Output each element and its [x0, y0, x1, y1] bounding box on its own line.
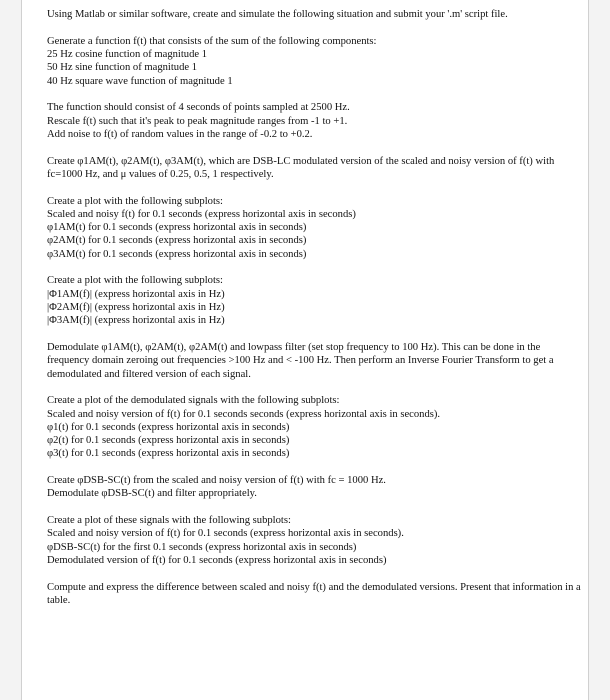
plot1-paragraph — [47, 195, 582, 261]
generate-line: Generate a function f(t) that consists of the sum of the following components: — [47, 35, 377, 47]
intro-text: Using Matlab or similar software, create and simulate the following situation and submit your '.m' script file. — [47, 9, 508, 20]
plot1-line: φ1AM(t) for 0.1 seconds (express horizontal axis in seconds) — [47, 222, 307, 234]
plot3-line: Scaled and noisy version of f(t) for 0.1 seconds seconds (express horizontal axis in seconds). — [47, 408, 441, 420]
intro-paragraph — [47, 8, 582, 21]
spec-line: The function should consist of 4 seconds of points sampled at 2500 Hz. — [47, 102, 350, 114]
plot4-line: Create a plot of these signals with the following subplots: — [47, 515, 291, 527]
plot3-line: φ1(t) for 0.1 seconds (express horizontal axis in seconds) — [47, 421, 290, 433]
generate-line: 40 Hz square wave function of magnitude 1 — [47, 75, 233, 87]
document-page — [21, 0, 589, 700]
plot2-line: Create a plot with the following subplots: — [47, 275, 223, 287]
dsb-sc-line: Demodulate φDSB-SC(t) and filter appropriately. — [47, 488, 257, 500]
plot2-line: |Φ1AM(f)| (express horizontal axis in Hz) — [47, 288, 225, 300]
plot1-line: φ3AM(t) for 0.1 seconds (express horizontal axis in seconds) — [47, 248, 307, 260]
generate-line: 50 Hz sine function of magnitude 1 — [47, 62, 198, 74]
document-body — [47, 8, 582, 621]
create-am-text: Create φ1AM(t), φ2AM(t), φ3AM(t), which are DSB-LC modulated version of the scaled and noisy version of f(t) with fc=1000 Hz, and μ values of 0.25, 0.5, 1 respectively. — [47, 155, 555, 180]
spec-line: Rescale f(t) such that it's peak to peak magnitude ranges from -1 to +1. — [47, 115, 348, 127]
generate-paragraph — [47, 35, 582, 88]
plot4-paragraph — [47, 514, 582, 567]
dsb-sc-line: Create φDSB-SC(t) from the scaled and noisy version of f(t) with fc = 1000 Hz. — [47, 475, 386, 487]
plot3-paragraph — [47, 394, 582, 460]
plot2-line: |Φ3AM(f)| (express horizontal axis in Hz) — [47, 315, 225, 327]
demodulate-text: Demodulate φ1AM(t), φ2AM(t), φ2AM(t) and lowpass filter (set stop frequency to 100 Hz). This can be done in the frequency domain zeroing out frequencies >100 Hz and < -100 Hz. Then perform an Inverse Fourier Transform to get a demodulated and filtered version of each signal. — [47, 341, 554, 380]
plot1-line: Create a plot with the following subplots: — [47, 195, 223, 207]
plot3-line: φ2(t) for 0.1 seconds (express horizontal axis in seconds) — [47, 435, 290, 447]
generate-line: 25 Hz cosine function of magnitude 1 — [47, 48, 208, 60]
compare-paragraph — [47, 581, 582, 608]
plot4-line: φDSB-SC(t) for the first 0.1 seconds (express horizontal axis in seconds) — [47, 541, 357, 553]
plot4-line: Demodulated version of f(t) for 0.1 seconds (express horizontal axis in seconds) — [47, 555, 387, 567]
spec-line: Add noise to f(t) of random values in the range of -0.2 to +0.2. — [47, 128, 313, 140]
function-spec-paragraph — [47, 101, 582, 141]
plot1-line: Scaled and noisy f(t) for 0.1 seconds (express horizontal axis in seconds) — [47, 208, 356, 220]
demodulate-paragraph — [47, 341, 582, 381]
plot2-paragraph — [47, 274, 582, 327]
dsb-sc-paragraph — [47, 474, 582, 501]
plot1-line: φ2AM(t) for 0.1 seconds (express horizontal axis in seconds) — [47, 235, 307, 247]
plot4-line: Scaled and noisy version of f(t) for 0.1 seconds (express horizontal axis in seconds). — [47, 528, 404, 540]
plot3-line: Create a plot of the demodulated signals with the following subplots: — [47, 395, 340, 407]
create-am-paragraph — [47, 155, 582, 182]
plot2-line: |Φ2AM(f)| (express horizontal axis in Hz) — [47, 302, 225, 313]
plot3-line: φ3(t) for 0.1 seconds (express horizontal axis in seconds) — [47, 448, 290, 460]
compare-text: Compute and express the difference between scaled and noisy f(t) and the demodulated versions. Present that information in a table. — [47, 581, 581, 606]
